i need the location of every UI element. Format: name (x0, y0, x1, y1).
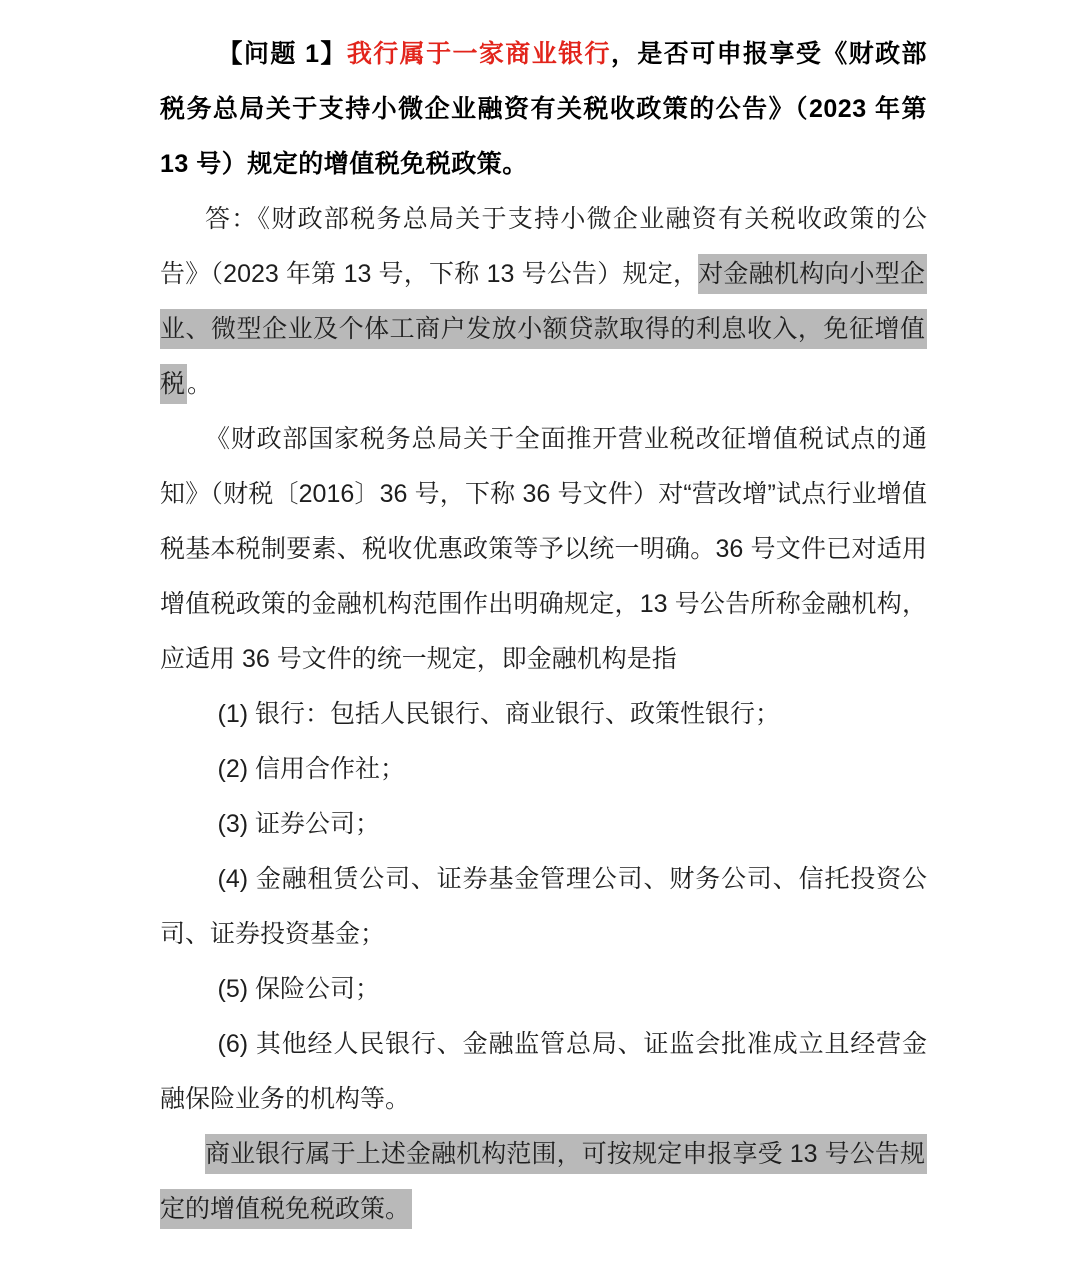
answer-lead-text: 答：《财政部税务总局关于支持小微企业融资有关税收政策的公告》（2023 年第 13 号，下称 13 号公告）规定， (160, 205, 927, 288)
list-item-securities-companies: (3) 证券公司； (217, 810, 381, 838)
question-red-emphasis: 我行属于一家商业银行 (346, 40, 611, 68)
list-item-other-institutions: (6) 其他经人民银行、金融监管总局、证监会批准成立且经营金融保险业务的机构等。 (160, 1030, 927, 1113)
list-item-banks: (1) 银行：包括人民银行、商业银行、政策性银行； (217, 700, 781, 728)
conclusion-paragraph (160, 1127, 927, 1237)
list-item-insurance-companies: (5) 保险公司； (217, 975, 381, 1003)
answer-paragraph (160, 192, 927, 412)
question-rest-text: ，是否可申报享受《财政部税务总局关于支持小微企业融资有关税收政策的公告》（2023 年第 13 号）规定的增值税免税政策。 (160, 40, 927, 178)
list-item-credit-cooperatives: (2) 信用合作社； (217, 755, 406, 783)
circular-36-paragraph: 《财政部国家税务总局关于全面推开营业税改征增值税试点的通知》（财税〔2016〕36 号，下称 36 号文件）对“营改增”试点行业增值税基本税制要素、税收优惠政策等予以统一明确。36 号文件已对适用增值税政策的金融机构范围作出明确规定，13 号公告所称金融机构，应适用 36 号文件的统一规定，即金融机构是指 (160, 425, 927, 673)
question-label: 【问题 1】 (217, 40, 347, 68)
answer-highlighted-text: 对金融机构向小型企业、微型企业及个体工商户发放小额贷款取得的利息收入，免征增值税 (160, 254, 927, 404)
answer-tail-text: 。 (187, 370, 213, 398)
conclusion-highlighted-text: 商业银行属于上述金融机构范围，可按规定申报享受 13 号公告规定的增值税免税政策。 (160, 1134, 927, 1229)
question-heading (160, 27, 927, 192)
list-item-leasing-and-funds: (4) 金融租赁公司、证券基金管理公司、财务公司、信托投资公司、证券投资基金； (160, 865, 927, 948)
